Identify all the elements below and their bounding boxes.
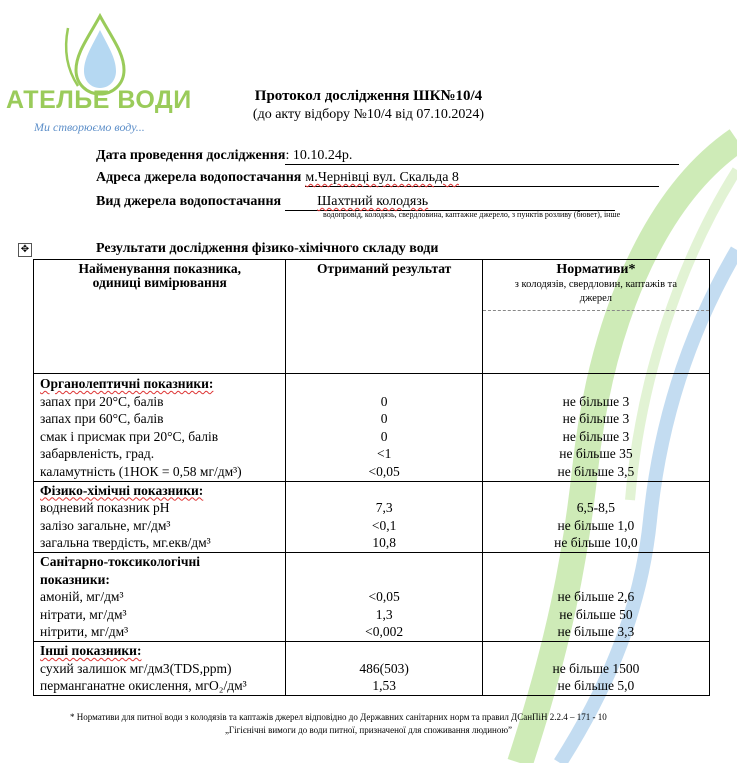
table-move-handle-icon[interactable]: ✥ [18, 243, 32, 257]
date-label: Дата проведення дослідження [96, 148, 286, 163]
source-type-hint: водопровід, колодязь, свердловина, каптажне джерело, з пунктів розливу (бювет), інше [323, 210, 621, 219]
row-name: водневий показник рН [40, 500, 170, 516]
source-type-value: Шахтний колодязь [285, 194, 615, 211]
results-table [33, 259, 710, 696]
row-result: <1 [376, 446, 392, 462]
row-name: смак і присмак при 20°С, балів [40, 428, 219, 444]
row-norm: не більше 2,6 [557, 589, 635, 605]
source-type-label: Вид джерела водопостачання [96, 194, 282, 209]
footnote-norms: * Нормативи для питної води з колодязів та каптажів джерел відповідно до Державних санітарних норм та правил ДСанПіН 2.2.4 – 171 - 10 [70, 712, 607, 722]
row-name: нітрити, мг/дм³ [40, 624, 129, 640]
row-result: <0,1 [371, 517, 397, 533]
row-result: <0,05 [368, 589, 400, 605]
row-norm: не більше 3 [562, 411, 630, 427]
table-header-row [34, 260, 710, 374]
row-name: запах при 20°С, балів [40, 393, 164, 409]
results-heading: Результати дослідження фізико-хімічного складу води [96, 241, 439, 256]
row-result: <0,05 [368, 463, 400, 479]
header-norms: Нормативи* з колодязів, свердловин, каптажів та джерел [482, 260, 709, 374]
row-result: 1,53 [372, 678, 396, 694]
row-norm: не більше 10,0 [554, 535, 638, 551]
section-title: Фізико-хімічні показники: [40, 482, 204, 498]
section-sanitary-toxicological [34, 552, 710, 641]
row-name: каламутність (1НОК = 0,58 мг/дм³) [40, 463, 242, 479]
row-name: залізо загальне, мг/дм³ [40, 517, 171, 533]
row-name: перманганатне окислення, мгО₂/дм³ [40, 678, 247, 694]
header-indicator-name: Найменування показника, одиниці вимірювання [34, 260, 286, 374]
row-norm: не більше 35 [559, 446, 633, 462]
row-norm: 6,5-8,5 [576, 500, 616, 516]
row-result: 0 [380, 428, 388, 444]
row-norm: не більше 1,0 [557, 517, 635, 533]
row-name: сухий залишок мг/дм3(TDS,ppm) [40, 660, 232, 676]
row-norm: не більше 3,3 [557, 624, 635, 640]
address-value: м.Чернівці вул. Скальда 8 [305, 170, 659, 187]
date-value: : 10.10.24р. [285, 148, 679, 165]
row-result: 1,3 [375, 606, 393, 622]
row-result: <0,002 [365, 624, 404, 640]
row-norm: не більше 5,0 [557, 678, 635, 694]
row-result: 0 [380, 393, 388, 409]
section-title: Інші показники: [40, 642, 142, 658]
row-name: загальна твердість, мг.екв/дм³ [40, 535, 211, 551]
row-norm: не більше 3 [562, 393, 630, 409]
row-name: забарвленість, град. [40, 446, 155, 462]
section-physico-chemical [34, 481, 710, 552]
source-type-row [96, 192, 696, 211]
document-subtitle: (до акту відбору №10/4 від 07.10.2024) [252, 107, 485, 122]
header-result: Отриманий результат [286, 260, 482, 374]
section-other [34, 641, 710, 695]
logo-brand-text: АТЕЛЬЕ ВОДИ [6, 86, 192, 114]
row-norm: не більше 3 [562, 428, 630, 444]
section-title: Санітарно-токсикологічні [40, 553, 201, 569]
row-result: 10,8 [372, 535, 396, 551]
document-title: Протокол дослідження ШК№10/4 [254, 88, 483, 104]
footnote-regulation-title: „Гігієнічні вимоги до води питної, призначеної для споживання людиною” [224, 725, 513, 735]
row-result: 486(503) [359, 660, 409, 676]
row-name: запах при 60°С, балів [40, 411, 164, 427]
row-name: амоній, мг/дм³ [40, 589, 124, 605]
row-name: нітрати, мг/дм³ [40, 606, 127, 622]
date-row [96, 146, 710, 165]
section-title-continued: показники: [40, 571, 110, 587]
row-norm: не більше 3,5 [557, 463, 635, 479]
address-label: Адреса джерела водопостачання [96, 170, 302, 185]
section-title: Органолептичні показники: [40, 376, 214, 391]
address-row [96, 168, 696, 187]
logo-slogan: Ми створюємо воду... [34, 120, 145, 134]
row-result: 7,3 [375, 500, 393, 516]
row-norm: не більше 1500 [552, 660, 640, 676]
row-result: 0 [380, 411, 388, 427]
header-divider [483, 310, 709, 311]
row-norm: не більше 50 [559, 606, 633, 622]
section-organoleptic [34, 374, 710, 482]
